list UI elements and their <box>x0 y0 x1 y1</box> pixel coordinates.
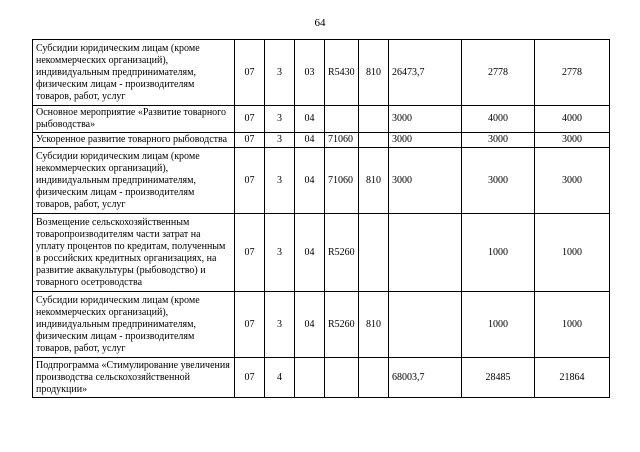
section-code: 07 <box>235 148 265 214</box>
row-name: Подпрограмма «Стимулирование увеличения производства сельскохозяйственной продукции» <box>33 358 235 398</box>
section-code: 07 <box>235 40 265 106</box>
amount-year-1 <box>389 214 462 292</box>
program-code: 04 <box>295 148 325 214</box>
expense-code: 810 <box>359 40 389 106</box>
expense-code <box>359 358 389 398</box>
table-row <box>33 40 610 106</box>
table-row <box>33 133 610 148</box>
amount-year-3: 1000 <box>535 214 610 292</box>
amount-year-3: 1000 <box>535 292 610 358</box>
amount-year-1 <box>389 292 462 358</box>
expense-code <box>359 133 389 148</box>
amount-year-2: 3000 <box>462 133 535 148</box>
subsection-code: 3 <box>265 133 295 148</box>
table-row <box>33 292 610 358</box>
section-code: 07 <box>235 358 265 398</box>
subsection-code: 3 <box>265 106 295 133</box>
amount-year-3: 2778 <box>535 40 610 106</box>
section-code: 07 <box>235 292 265 358</box>
subsection-code: 4 <box>265 358 295 398</box>
table-row <box>33 214 610 292</box>
expense-code: 810 <box>359 292 389 358</box>
target-code: 71060 <box>325 148 359 214</box>
subsection-code: 3 <box>265 40 295 106</box>
table-row <box>33 358 610 398</box>
table-row <box>33 106 610 133</box>
amount-year-1: 3000 <box>389 133 462 148</box>
program-code: 03 <box>295 40 325 106</box>
row-name: Ускоренное развитие товарного рыбоводства <box>33 133 235 148</box>
budget-table <box>32 39 610 398</box>
subsection-code: 3 <box>265 292 295 358</box>
row-name: Субсидии юридическим лицам (кроме некоммерческих организаций), индивидуальным предпринимателям, физическим лицам - производителям товаров, работ, услуг <box>33 40 235 106</box>
section-code: 07 <box>235 133 265 148</box>
amount-year-2: 28485 <box>462 358 535 398</box>
amount-year-1: 68003,7 <box>389 358 462 398</box>
section-code: 07 <box>235 106 265 133</box>
amount-year-2: 3000 <box>462 148 535 214</box>
expense-code <box>359 214 389 292</box>
table-row <box>33 148 610 214</box>
row-name: Основное мероприятие «Развитие товарного рыбоводства» <box>33 106 235 133</box>
target-code: R5260 <box>325 214 359 292</box>
section-code: 07 <box>235 214 265 292</box>
target-code <box>325 358 359 398</box>
target-code: 71060 <box>325 133 359 148</box>
amount-year-1: 26473,7 <box>389 40 462 106</box>
program-code: 04 <box>295 106 325 133</box>
amount-year-3: 4000 <box>535 106 610 133</box>
amount-year-3: 3000 <box>535 133 610 148</box>
expense-code: 810 <box>359 148 389 214</box>
amount-year-3: 3000 <box>535 148 610 214</box>
row-name: Субсидии юридическим лицам (кроме некоммерческих организаций), индивидуальным предпринимателям, физическим лицам - производителям товаров, работ, услуг <box>33 292 235 358</box>
expense-code <box>359 106 389 133</box>
amount-year-2: 1000 <box>462 214 535 292</box>
program-code: 04 <box>295 292 325 358</box>
amount-year-2: 2778 <box>462 40 535 106</box>
target-code: R5260 <box>325 292 359 358</box>
program-code: 04 <box>295 214 325 292</box>
row-name: Субсидии юридическим лицам (кроме некоммерческих организаций), индивидуальным предпринимателям, физическим лицам - производителям товаров, работ, услуг <box>33 148 235 214</box>
target-code: R5430 <box>325 40 359 106</box>
target-code <box>325 106 359 133</box>
program-code: 04 <box>295 133 325 148</box>
program-code <box>295 358 325 398</box>
page-number: 64 <box>314 17 326 29</box>
amount-year-1: 3000 <box>389 106 462 133</box>
amount-year-2: 4000 <box>462 106 535 133</box>
amount-year-2: 1000 <box>462 292 535 358</box>
amount-year-1: 3000 <box>389 148 462 214</box>
subsection-code: 3 <box>265 214 295 292</box>
row-name: Возмещение сельскохозяйственным товаропроизводителям части затрат на уплату процентов по кредитам, полученным в российских кредитных организациях, на развитие аквакультуры (рыбоводство) и товарного осетроводства <box>33 214 235 292</box>
amount-year-3: 21864 <box>535 358 610 398</box>
subsection-code: 3 <box>265 148 295 214</box>
